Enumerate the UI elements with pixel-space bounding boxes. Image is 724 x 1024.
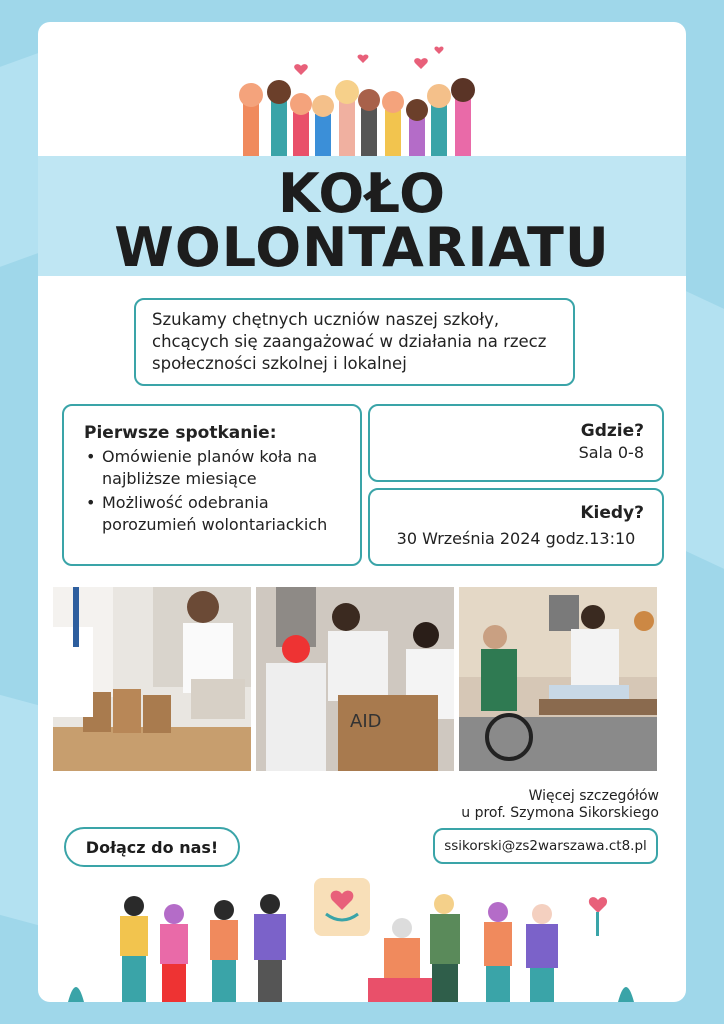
when-box bbox=[368, 488, 664, 566]
first-meeting-box bbox=[62, 404, 362, 566]
where-label: Gdzie? bbox=[580, 421, 644, 441]
join-button[interactable]: Dołącz do nas! bbox=[64, 827, 240, 867]
svg-text:AID: AID bbox=[350, 711, 382, 732]
title-line-1: KOŁO bbox=[278, 162, 446, 225]
when-value: 30 Września 2024 godz.13:10 bbox=[396, 529, 636, 548]
contact-email[interactable]: ssikorski@zs2warszawa.ct8.pl bbox=[433, 828, 658, 864]
photo-packing-food-bags bbox=[53, 587, 251, 771]
contact-line-2: u prof. Szymona Sikorskiego bbox=[461, 805, 659, 821]
where-value: Sala 0-8 bbox=[578, 443, 644, 462]
bg-shard bbox=[0, 695, 38, 925]
when-label: Kiedy? bbox=[580, 503, 644, 523]
raised-hands-illustration bbox=[223, 40, 493, 158]
bg-shard bbox=[0, 53, 38, 267]
poster-card bbox=[38, 22, 686, 1002]
first-meeting-heading: Pierwsze spotkanie: bbox=[84, 423, 277, 443]
photo-volunteers-aid-boxes bbox=[256, 587, 454, 771]
list-item: • Omówienie planów koła na najbliższe miesiące bbox=[84, 446, 340, 490]
list-item: • Możliwość odebrania porozumień wolontariackich bbox=[84, 492, 340, 536]
intro-box: Szukamy chętnych uczniów naszej szkoły, chcących się zaangażować w działania na rzecz społeczności szkolnej i lokalnej bbox=[134, 298, 575, 386]
contact-text bbox=[461, 788, 659, 822]
first-meeting-list bbox=[84, 446, 340, 536]
title-line-2: WOLONTARIATU bbox=[114, 216, 610, 279]
volunteers-people-illustration bbox=[38, 874, 686, 1002]
photo-volunteers-serving-table bbox=[459, 587, 657, 771]
contact-line-1: Więcej szczegółów bbox=[528, 788, 659, 804]
bg-shard bbox=[686, 291, 724, 569]
where-box bbox=[368, 404, 664, 482]
